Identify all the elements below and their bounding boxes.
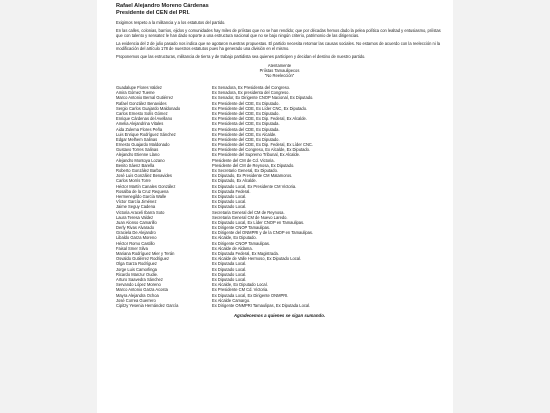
signatory-role: Ex Presidente del CDE, Ex Diputado. <box>212 100 280 106</box>
signatory-name: Héctor Romo Castillo <box>116 240 155 246</box>
signatory-role: Ex Diputado, Ex Presidente CM Matamoros. <box>212 173 293 179</box>
signatory-name: José Luis González Benavides <box>116 173 172 179</box>
signatory-role: Ex Diputada Local, Ex Dirigente ONMPRI. <box>212 292 289 298</box>
signatory-name: Victoria Araceli Ibarra Soto <box>116 209 165 215</box>
signatory-name: Edgar Melhem Salinas <box>116 136 158 142</box>
signatory-role: Ex Presidenta del CDE, Ex Diputada. <box>212 121 280 127</box>
signatory-role: Ex Presidente del CDE, Ex Dip. Federal, Ex Alcalde. <box>212 116 307 122</box>
signatory-name: Amelia Alejandrina Vitales <box>116 121 164 127</box>
signature-block <box>116 63 443 78</box>
signatory-name: Carlos Ernesto Solís Gómez <box>116 110 168 116</box>
signatory-row <box>116 303 443 308</box>
signatory-role: Ex Presidente del CDE, Ex Diputado. <box>212 136 280 142</box>
paragraph-militants: En las calles, colonias, barrios, ejidos y comunidades hay miles de priístas que no se han rendido; que por décadas hemos dado la pelea política con lealtad y entusiasmo, priístas que con talento y sensatez le han dado soporte a una estructura nacional que no se bajo ningún criterio, patrimonio de las dirigencias. <box>116 28 441 38</box>
signatory-name: Alejandro Montoya Lozano <box>116 157 165 163</box>
closing-line: Agradecemos a quienes se sigan sumando. <box>233 313 326 319</box>
signatory-name: Héctor Martín Canales González <box>116 183 176 189</box>
signatory-name: Jorge Luis Camorlinga <box>116 266 157 272</box>
signatory-name: Mariana Rodríguez Mier y Terán <box>116 251 175 256</box>
signatory-name: Aida Zulema Flores Peña <box>116 126 163 132</box>
signatory-name: Benito Sáenz Barella <box>116 162 155 168</box>
signatory-name: Rafael González Benavides <box>116 100 167 106</box>
signatory-role: Secretaria General CM de Nuevo Laredo. <box>212 214 288 220</box>
signatory-name: Libaldo Garza Moreno <box>116 235 157 241</box>
signatory-name: Sergio Carlos Guajardo Maldonado <box>116 105 181 111</box>
signatory-name: Laura Teresa Valdez <box>116 214 154 220</box>
signatory-role: Ex Dirigente CNOP Tamaulipas. <box>212 240 271 246</box>
signatory-role: Ex Presidente CM Cd. Victoria. <box>212 287 269 293</box>
signatory-role: Ex Diputada Federal, Ex Magistrada. <box>212 251 279 256</box>
signatory-name: Graciela De Alejandro <box>116 230 156 236</box>
signatory-name: Marco Antonio Garza Acosta <box>116 287 168 293</box>
signatory-role: Ex Dirigente ONMPRI Tamaulipas, Ex Diputada Local. <box>212 302 311 308</box>
signatory-role: Ex Diputado Local. <box>212 276 247 282</box>
signatory-role: Ex Senadora, Ex presidenta del Congreso. <box>212 90 290 96</box>
signatory-role: Ex Diputado Local. <box>212 204 247 210</box>
signatory-role: Ex Presidente del Supremo Tribunal, Ex Alcalde. <box>212 152 301 158</box>
signatory-role: Ex Diputado Local, Ex Líder CNOP en Tamaulipas. <box>212 219 305 225</box>
signatory-role: Ex Diputado Local. <box>212 193 247 199</box>
signatory-name: Hermenegildo García Walle <box>116 193 167 199</box>
signatory-role: Presidente del CM de Cd. Victoria. <box>212 157 275 163</box>
signatory-role: Presidente del CM de Reynosa, Ex Diputado. <box>212 162 295 168</box>
signatory-role: Ex Presidenta del CDE, Ex Diputada. <box>212 126 280 132</box>
addressee-name: Rafael Alejandro Moreno Cárdenas <box>116 3 209 9</box>
signatory-name: Ricardo Manzur Oudie. <box>116 271 159 277</box>
signatory-name: Guadalupe Flores Valdez <box>116 85 162 90</box>
paragraph-proposal: Proponemos que las estructuras, militancia de tierra y de trabajo partidista sea quienes participen y decidan el destino de nuestro partido. <box>116 54 366 59</box>
signatory-name: Cipitzy Yesenia Hernández García <box>116 302 179 308</box>
signatory-role: Ex Diputado Local. <box>212 199 247 205</box>
signatory-name: Enrique Cárdenas del Avellano <box>116 116 173 122</box>
signatory-name: Derly Rivas Alvarado <box>116 225 154 231</box>
signatory-name: Servando López Moreno <box>116 282 161 288</box>
signatory-name: Gustavo Torres Salinas <box>116 147 159 153</box>
signatory-role: Secretaria General del CM de Reynosa. <box>212 209 285 215</box>
signatory-role: Ex Diputada Local. <box>212 261 247 267</box>
signatory-role: Ex Diputado Local. <box>212 266 247 272</box>
paragraph-respect: Exigimos respeto a la militancia y a los estatutos del partido. <box>116 20 226 25</box>
signatory-role: Ex Diputada Federal. <box>212 188 251 194</box>
signatory-role: Ex Alcalde Camargo. <box>212 297 251 303</box>
signature-motto: "No Reelección" <box>264 73 295 78</box>
signature-group: Priístas Tamaulipecos <box>259 68 300 73</box>
signatory-role: Ex Diputado Local. <box>212 271 247 277</box>
signatory-role: Ex Presidente del Congreso, Ex Alcalde, Ex Diputado. <box>212 147 311 153</box>
signatory-name: Roberto González Barba <box>116 168 162 173</box>
signatory-role: Ex Presidente del CDE, Ex Diputado. <box>212 110 280 116</box>
signatory-name: Juan Alonso Camarillo <box>116 219 157 225</box>
signatory-name: Faisal Smer Silva <box>116 245 148 251</box>
signatory-role: Ex Dirigente CNOP Tamaulipas. <box>212 225 271 231</box>
signatory-name: Amira Gómez Tueme <box>116 90 155 96</box>
letter-page <box>97 0 453 413</box>
signatory-role: Ex Senadora, Ex Presidenta del Congreso. <box>212 85 291 90</box>
signatory-name: Ernesto Guajardo Maldonado <box>116 142 170 148</box>
signatory-name: Carlos Morris Torre <box>116 178 151 184</box>
signatory-role: Ex Diputado, Ex Alcalde. <box>212 178 257 184</box>
signatory-name: Osvaldo Gutiérrez Rodríguez <box>116 256 170 262</box>
signatory-role: Ex Secretario General, Ex Diputado. <box>212 168 278 173</box>
signatory-name: Mayra Alejandra Ochoa <box>116 292 159 298</box>
signatory-role: Ex Senador, Ex Dirigente CNOP Nacional, Ex Diputado. <box>212 95 314 101</box>
signatory-name: Jaime Seguy Cadena <box>116 204 156 210</box>
signatory-name: Olga Garza Rodríguez <box>116 261 157 267</box>
signatory-name: Arturo Saavedra Sánchez <box>116 276 163 282</box>
signatory-role: Ex Presidente del CDE, Ex Líder CNC, Ex Diputado. <box>212 105 308 111</box>
signature-closing: Atentamente <box>267 63 292 68</box>
paragraph-evidence: La evidencia del 2 de julio pasado nos indica que se agotaron nuestras propuestas. El partido necesita retomar las causas sociales. No estamos de acuerdo con la reelección ni la modificación del artículo 178 de nuestros estatutos pues ha generado una división en el mismo. <box>116 41 441 51</box>
signatory-name: Alejandro Etienne Llano <box>116 152 160 158</box>
signatory-role: Ex Alcalde de Aldama. <box>212 245 253 251</box>
signatory-role: Ex Alcalde, Ex Diputado. <box>212 235 257 241</box>
signatory-role: Ex Diputado Local, Ex Presidente CM Victoria. <box>212 183 297 189</box>
signatory-name: Rosalba de la Cruz Requena <box>116 188 169 194</box>
addressee-title: Presidente del CEN del PRI. <box>116 10 190 16</box>
signatory-name: Luis Enrique Rodríguez Sánchez <box>116 131 176 137</box>
signatory-role: Ex Alcalde, Ex Diputado Local. <box>212 282 268 288</box>
signatory-role: Ex Dirigente del ONMPRI y de la CNOP en Tamaulipas. <box>212 230 314 236</box>
signatory-role: Ex Presidente del CDE, Ex Alcalde. <box>212 131 277 137</box>
signatory-role: Ex Alcalde de Valle Hermoso, Ex Diputado Local. <box>212 256 302 262</box>
signatory-name: José Correa Guerrero <box>116 297 156 303</box>
signatory-list <box>116 85 443 308</box>
signatory-name: Marco Antonio Bernal Gutiérrez <box>116 95 174 101</box>
signatory-name: Víctor García Jiménez <box>116 199 157 205</box>
signatory-role: Ex Presidente del CDE, Ex Dip. Federal, Ex Líder CNC. <box>212 142 314 148</box>
